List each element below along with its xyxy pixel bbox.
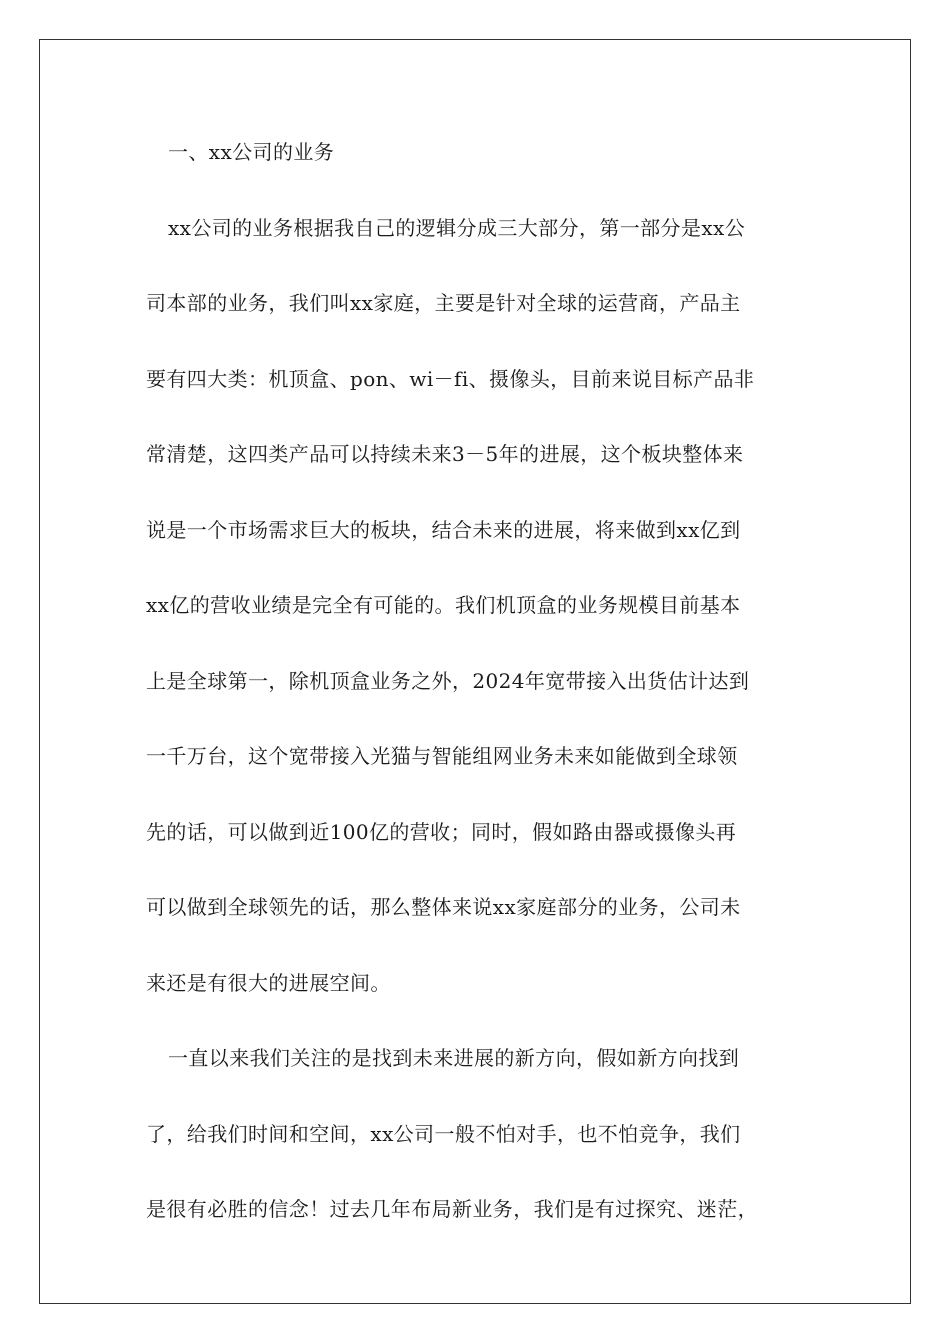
paragraph-line: 是很有必胜的信念！过去几年布局新业务，我们是有过探究、迷茫， [146,1197,758,1221]
paragraph-line: 上是全球第一，除机顶盒业务之外，2024年宽带接入出货估计达到 [146,668,750,693]
paragraph-line: xx公司的业务根据我自己的逻辑分成三大部分，第一部分是xx公 [168,215,746,240]
paragraph-line: 一直以来我们关注的是找到未来进展的新方向，假如新方向找到 [168,1046,740,1070]
paragraph-line: 一千万台，这个宽带接入光猫与智能组网业务未来如能做到全球领 [146,744,738,768]
document-body [146,134,806,1267]
paragraph-line: 了，给我们时间和空间，xx公司一般不怕对手，也不怕竞争，我们 [146,1121,741,1146]
paragraph-line: xx亿的营收业绩是完全有可能的。我们机顶盒的业务规模目前基本 [146,593,741,617]
paragraph-line: 可以做到全球领先的话，那么整体来说xx家庭部分的业务，公司未 [146,895,741,919]
paragraph-line: 先的话，可以做到近100亿的营收；同时，假如路由器或摄像头再 [146,819,737,844]
section-heading: 一、xx公司的业务 [168,140,335,164]
paragraph-line: 常清楚，这四类产品可以持续未来3－5年的进展，这个板块整体来 [146,442,744,466]
paragraph-line: 要有四大类：机顶盒、pon、wi－fi、摄像头，目前来说目标产品非 [146,366,755,391]
paragraph-line: 来还是有很大的进展空间。 [146,970,391,995]
paragraph-line: 说是一个市场需求巨大的板块，结合未来的进展，将来做到xx亿到 [146,517,741,542]
paragraph-1 [146,210,806,1041]
paragraph-line: 司本部的业务，我们叫xx家庭，主要是针对全球的运营商，产品主 [146,291,741,315]
paragraph-2 [146,1040,806,1267]
